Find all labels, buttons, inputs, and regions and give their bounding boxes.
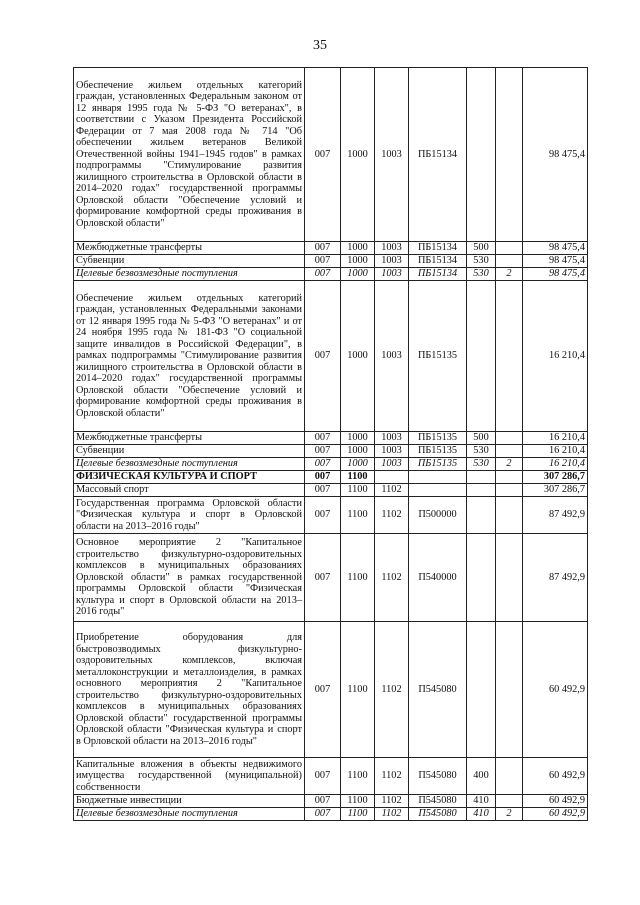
cell-pr: 1102: [375, 484, 409, 497]
cell-src: [496, 432, 523, 445]
cell-csr: ПБ15134: [409, 68, 467, 242]
cell-name: Обеспечение жильем отдельных категорий граждан, установленных Федеральными законами от 12 января 1995 года № 5-ФЗ "О ветеранах" и от 24 ноября 1995 года № 181-ФЗ "О социальной защите инвалидов в Российской Федерации", в рамках подпрограммы "Стимулирование развития жилищного строительства в Орловской области в 2014–2020 годах" государственной программы Орловской области "Обеспечение условий и формирование комфортной среды проживания в Орловской области": [74, 281, 305, 432]
table-row: [74, 255, 588, 268]
cell-rz: 1100: [341, 497, 375, 534]
cell-rz: 1100: [341, 622, 375, 758]
cell-vr: [467, 471, 496, 484]
cell-csr: [409, 484, 467, 497]
cell-name: Целевые безвозмездные поступления: [74, 268, 305, 281]
cell-amount: 60 492,9: [523, 808, 588, 821]
cell-pr: 1003: [375, 281, 409, 432]
table-row: [74, 484, 588, 497]
cell-grbs: 007: [305, 497, 341, 534]
cell-src: [496, 68, 523, 242]
cell-pr: 1003: [375, 255, 409, 268]
table-row: [74, 68, 588, 242]
cell-rz: 1100: [341, 758, 375, 795]
cell-src: [496, 795, 523, 808]
cell-vr: 530: [467, 458, 496, 471]
cell-csr: П545080: [409, 795, 467, 808]
cell-src: 2: [496, 808, 523, 821]
cell-csr: П540000: [409, 534, 467, 622]
cell-vr: 400: [467, 758, 496, 795]
cell-amount: 16 210,4: [523, 432, 588, 445]
cell-rz: 1100: [341, 795, 375, 808]
cell-csr: ПБ15134: [409, 255, 467, 268]
cell-vr: [467, 622, 496, 758]
table-row: [74, 432, 588, 445]
cell-csr: ПБ15135: [409, 445, 467, 458]
table-row: [74, 458, 588, 471]
cell-name: Государственная программа Орловской области "Физическая культура и спорт в Орловской области на 2013–2016 годы": [74, 497, 305, 534]
cell-amount: 98 475,4: [523, 255, 588, 268]
cell-rz: 1000: [341, 281, 375, 432]
table-row: [74, 242, 588, 255]
page-number: 35: [313, 38, 327, 53]
cell-pr: 1102: [375, 808, 409, 821]
cell-amount: 87 492,9: [523, 534, 588, 622]
cell-csr: ПБ15135: [409, 281, 467, 432]
cell-src: [496, 255, 523, 268]
cell-src: 2: [496, 458, 523, 471]
cell-rz: 1000: [341, 68, 375, 242]
cell-pr: 1003: [375, 432, 409, 445]
budget-table: [73, 67, 588, 821]
cell-vr: 530: [467, 445, 496, 458]
cell-vr: [467, 281, 496, 432]
cell-csr: П545080: [409, 622, 467, 758]
cell-rz: 1000: [341, 242, 375, 255]
table-row: [74, 471, 588, 484]
cell-grbs: 007: [305, 758, 341, 795]
cell-amount: 16 210,4: [523, 458, 588, 471]
cell-rz: 1100: [341, 808, 375, 821]
table-row: [74, 622, 588, 758]
cell-src: [496, 484, 523, 497]
cell-name: Межбюджетные трансферты: [74, 432, 305, 445]
table-row: [74, 758, 588, 795]
cell-grbs: 007: [305, 68, 341, 242]
cell-vr: [467, 68, 496, 242]
cell-grbs: 007: [305, 242, 341, 255]
cell-name: Массовый спорт: [74, 484, 305, 497]
cell-name: Субвенции: [74, 445, 305, 458]
cell-grbs: 007: [305, 471, 341, 484]
cell-src: [496, 242, 523, 255]
cell-csr: ПБ15134: [409, 242, 467, 255]
cell-amount: 98 475,4: [523, 242, 588, 255]
table-row: [74, 808, 588, 821]
cell-name: Капитальные вложения в объекты недвижимого имущества государственной (муниципальной) собственности: [74, 758, 305, 795]
cell-vr: 410: [467, 795, 496, 808]
cell-csr: ПБ15135: [409, 432, 467, 445]
cell-src: [496, 445, 523, 458]
cell-vr: [467, 534, 496, 622]
cell-amount: 16 210,4: [523, 281, 588, 432]
cell-vr: 530: [467, 268, 496, 281]
cell-rz: 1000: [341, 432, 375, 445]
cell-name: Целевые безвозмездные поступления: [74, 458, 305, 471]
cell-src: [496, 281, 523, 432]
cell-pr: [375, 471, 409, 484]
cell-grbs: 007: [305, 445, 341, 458]
table-row: [74, 281, 588, 432]
cell-src: 2: [496, 268, 523, 281]
cell-csr: ПБ15135: [409, 458, 467, 471]
cell-pr: 1003: [375, 268, 409, 281]
cell-pr: 1102: [375, 534, 409, 622]
cell-amount: 98 475,4: [523, 268, 588, 281]
cell-name: Обеспечение жильем отдельных категорий граждан, установленных Федеральным законом от 12 января 1995 года № 5-ФЗ "О ветеранах", в соответствии с Указом Президента Российской Федерации от 7 мая 2008 года № 714 "Об обеспечении жильем ветеранов Великой Отечественной войны 1941–1945 годов" в рамках подпрограммы "Стимулирование развития жилищного строительства в Орловской области в 2014–2020 годах" государственной программы Орловской области "Обеспечение условий и формирование комфортной среды проживания в Орловской области": [74, 68, 305, 242]
cell-amount: 307 286,7: [523, 471, 588, 484]
cell-name: Межбюджетные трансферты: [74, 242, 305, 255]
table-row: [74, 795, 588, 808]
table-row: [74, 445, 588, 458]
cell-rz: 1000: [341, 255, 375, 268]
cell-amount: 60 492,9: [523, 795, 588, 808]
cell-name: Целевые безвозмездные поступления: [74, 808, 305, 821]
cell-src: [496, 497, 523, 534]
cell-amount: 87 492,9: [523, 497, 588, 534]
cell-grbs: 007: [305, 281, 341, 432]
cell-rz: 1000: [341, 268, 375, 281]
cell-csr: П545080: [409, 758, 467, 795]
cell-grbs: 007: [305, 255, 341, 268]
cell-csr: П545080: [409, 808, 467, 821]
cell-amount: 60 492,9: [523, 622, 588, 758]
cell-name: Субвенции: [74, 255, 305, 268]
cell-src: [496, 534, 523, 622]
cell-name: ФИЗИЧЕСКАЯ КУЛЬТУРА И СПОРТ: [74, 471, 305, 484]
cell-pr: 1003: [375, 242, 409, 255]
cell-grbs: 007: [305, 484, 341, 497]
cell-pr: 1003: [375, 68, 409, 242]
cell-src: [496, 471, 523, 484]
cell-name: Бюджетные инвестиции: [74, 795, 305, 808]
cell-vr: 410: [467, 808, 496, 821]
cell-vr: 500: [467, 242, 496, 255]
cell-csr: П500000: [409, 497, 467, 534]
cell-grbs: 007: [305, 534, 341, 622]
cell-name: Приобретение оборудования для быстровозводимых физкультурно-оздоровительных комплексов, включая металлоконструкции и металлоизделия, в рамках основного мероприятия 2 "Капитальное строительство физкультурно-оздоровительных комплексов в муниципальных образованиях Орловской области" государственной программы Орловской области "Физическая культура и спорт в Орловской области на 2013–2016 годы": [74, 622, 305, 758]
cell-pr: 1102: [375, 622, 409, 758]
cell-grbs: 007: [305, 458, 341, 471]
cell-vr: [467, 484, 496, 497]
cell-pr: 1102: [375, 795, 409, 808]
cell-grbs: 007: [305, 795, 341, 808]
cell-amount: 307 286,7: [523, 484, 588, 497]
cell-amount: 98 475,4: [523, 68, 588, 242]
cell-src: [496, 758, 523, 795]
cell-grbs: 007: [305, 808, 341, 821]
table-row: [74, 534, 588, 622]
table-row: [74, 268, 588, 281]
cell-rz: 1100: [341, 471, 375, 484]
cell-amount: 60 492,9: [523, 758, 588, 795]
cell-src: [496, 622, 523, 758]
cell-rz: 1000: [341, 458, 375, 471]
cell-pr: 1003: [375, 458, 409, 471]
cell-grbs: 007: [305, 268, 341, 281]
cell-csr: [409, 471, 467, 484]
table-row: [74, 497, 588, 534]
cell-name: Основное мероприятие 2 "Капитальное строительство физкультурно-оздоровительных комплексов в муниципальных образованиях Орловской области" в рамках государственной программы Орловской области "Физическая культура и спорт в Орловской области на 2013–2016 годы": [74, 534, 305, 622]
cell-vr: 530: [467, 255, 496, 268]
cell-pr: 1102: [375, 497, 409, 534]
cell-rz: 1100: [341, 484, 375, 497]
cell-pr: 1003: [375, 445, 409, 458]
cell-rz: 1000: [341, 445, 375, 458]
cell-pr: 1102: [375, 758, 409, 795]
cell-grbs: 007: [305, 432, 341, 445]
cell-grbs: 007: [305, 622, 341, 758]
cell-rz: 1100: [341, 534, 375, 622]
cell-vr: [467, 497, 496, 534]
cell-vr: 500: [467, 432, 496, 445]
cell-amount: 16 210,4: [523, 445, 588, 458]
cell-csr: ПБ15134: [409, 268, 467, 281]
